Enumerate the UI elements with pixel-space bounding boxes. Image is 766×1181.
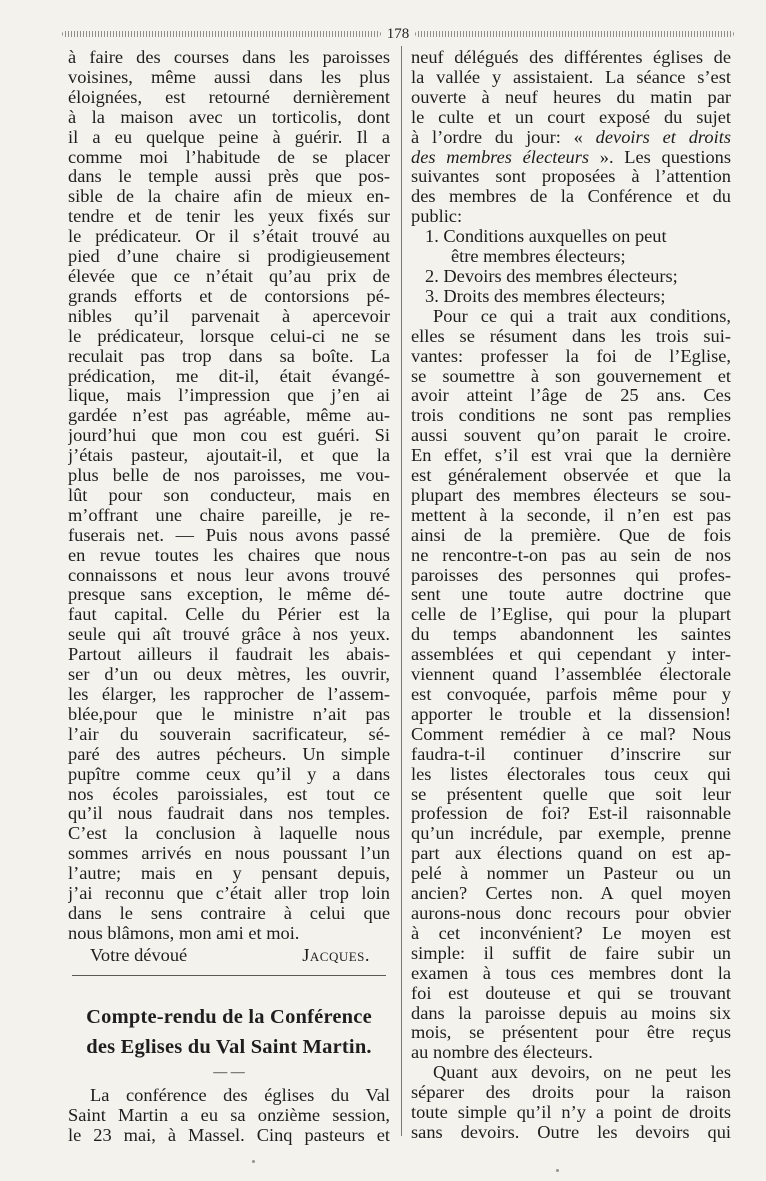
text-line: toute simple qu’il n’y a point de droits: [411, 1103, 731, 1123]
text-line: Quant aux devoirs, on ne peut les: [433, 1063, 731, 1083]
report-intro: [411, 48, 731, 128]
text-line: mois, se présentent pour être reçus: [411, 1023, 731, 1043]
text-line: dans la paroisse depuis au moins six: [411, 1003, 731, 1023]
text-line: apporter le trouble et la dissension!: [411, 704, 731, 724]
text-line: se présentent quelle que soit leur: [411, 784, 731, 804]
text-line: l’autre; mais en y pensant depuis,: [68, 864, 390, 884]
text-line: foi est douteuse et qui se trouvant: [411, 983, 731, 1003]
text-line: pied d’une chaire si prodigieusement: [68, 247, 390, 267]
text-line: comme moi l’habitude de se placer: [68, 147, 390, 167]
text-line: j’étais pasteur, ajoutait-il, et que la: [68, 446, 390, 466]
text-line: seule qui aît trouvé grâce à nos yeux.: [68, 625, 390, 645]
text-line: celle de l’Eglise, qui pour la plupart: [411, 605, 731, 625]
text-line: paré des autres pécheurs. Un simple: [68, 744, 390, 764]
text-line: sans devoirs. Outre les devoirs qui: [411, 1122, 731, 1142]
text-line: profession de foi? Est-il raisonnable: [411, 804, 731, 824]
questions-list: [411, 227, 731, 307]
text-line: qu’il nous faudrait dans nos temples.: [68, 804, 390, 824]
text-line: lique, mais l’impression que j’en ai: [68, 386, 390, 406]
text-line: trois conditions ne sont pas remplies: [411, 406, 731, 426]
text-line: éloignées, est retourné dernièrement: [68, 87, 390, 107]
text-line: public:: [411, 207, 463, 227]
left-column: [68, 48, 390, 1145]
text-line: pelé à nommer un Pasteur ou un: [411, 864, 731, 884]
section-title-line-2: des Eglises du Val Saint Martin.: [86, 1035, 372, 1058]
page-header: [62, 22, 734, 46]
text-line: le 23 mai, à Massel. Cinq pasteurs et: [68, 1125, 390, 1145]
text-line: au nombre des électeurs.: [411, 1043, 593, 1063]
text-line: l’air du souverain sacrificateur, sé-: [68, 724, 390, 744]
text-line: les listes électorales tous ceux qui: [411, 764, 731, 784]
print-speck: [556, 1169, 559, 1172]
agenda-line: à l’ordre du jour: « devoirs et droits: [411, 127, 731, 147]
text-line: fuserais net. — Puis nous avons passé: [68, 525, 390, 545]
text-line: sommes arrivés en nous poussant l’un: [68, 844, 390, 864]
text-line: Comment remédier à ce mal? Nous: [411, 724, 731, 744]
text-line: ser d’un ou deux mètres, les ouvrir,: [68, 665, 390, 685]
text-line: du temps abandonnent les saintes: [411, 625, 731, 645]
text-line: des membres de la Conférence et du: [411, 187, 731, 207]
section-title-line-1: Compte-rendu de la Conférence: [86, 1005, 372, 1028]
text-line: aussi souvent qu’on parait le croire.: [411, 426, 731, 446]
text-line: pupître comme ceux qu’il y a dans: [68, 764, 390, 784]
text-line: grands efforts et de contorsions pé-: [68, 286, 390, 306]
report-questions-intro: [411, 167, 731, 227]
text-line: ne rencontre-t-on pas au sein de nos: [411, 545, 731, 565]
text-line: blée,pour que le ministre n’ait pas: [68, 704, 390, 724]
ornamental-rule-left: [62, 31, 381, 37]
section-separator: — —: [213, 1064, 245, 1080]
text-line: presque sans exception, le même dé-: [68, 585, 390, 605]
text-line: connaissons et nous leur avons trouvé: [68, 565, 390, 585]
text-line: à faire des courses dans les paroisses: [68, 48, 390, 67]
letter-body: [68, 48, 390, 944]
text-line: avoir atteint l’âge de 25 ans. Ces: [411, 386, 731, 406]
text-line: dans le temple aussi près que pos-: [68, 167, 390, 187]
question-text: Devoirs des membres électeurs;: [443, 265, 678, 286]
text-line: ainsi de la première. Que de fois: [411, 525, 731, 545]
text-line: aurons-nous donc recours pour obvier: [411, 903, 731, 923]
text-line: assemblées et qui cependant y inter-: [411, 645, 731, 665]
text-line: le prédicateur. Or il s’était trouvé au: [68, 227, 390, 247]
question-text: Droits des membres électeurs;: [443, 285, 666, 306]
section-title: [68, 1002, 390, 1062]
question-number: 2.: [425, 265, 444, 286]
text-line: à cet inconvénient? Le moyen est: [411, 923, 731, 943]
agenda-line-2: des membres électeurs ». Les questions: [411, 147, 731, 167]
question-text: Conditions auxquelles on peut: [443, 226, 667, 247]
page-number: 178: [386, 25, 410, 42]
print-speck: [252, 1160, 255, 1163]
text-line: élevée que ce n’était qu’au prix de: [68, 266, 390, 286]
text-line: En effet, s’il est vrai que la dernière: [411, 446, 731, 466]
text-line: plupart des membres électeurs se sou-: [411, 485, 731, 505]
text-line: simple: il suffit de faire subir un: [411, 943, 731, 963]
text-line: mettent à la seconde, il n’en est pas: [411, 505, 731, 525]
text-line: sible de la chaire afin de mieux en-: [68, 187, 390, 207]
column-divider: [401, 46, 402, 1136]
text-line: plus belle de nos paroisses, me vou-: [68, 466, 390, 486]
text-line: qu’un incrédule, par exemple, prenne: [411, 824, 731, 844]
text-line: tendre et de tenir les yeux fixés sur: [68, 207, 390, 227]
text-line: C’est la conclusion à laquelle nous: [68, 824, 390, 844]
right-column: [411, 48, 731, 1143]
text-line: sent une toute autre doctrine que: [411, 585, 731, 605]
text-line: nous blâmons, mon ami et moi.: [68, 923, 300, 943]
text-line: lût pour son conducteur, mais en: [68, 485, 390, 505]
text-line: viennent quand l’assemblée électorale: [411, 665, 731, 685]
text-line: il a eu quelque peine à guérir. Il a: [68, 127, 390, 147]
text-line: gardée n’est pas agréable, même au-: [68, 406, 390, 426]
report-body: [68, 1086, 390, 1146]
text-line: prédication, me dit-il, était évangé-: [68, 366, 390, 386]
text-line: j’ai reconnu que c’était aller trop loin: [68, 884, 390, 904]
question-item: [411, 287, 731, 307]
question-continuation: être membres électeurs;: [451, 246, 626, 267]
text-line: faut capital. Celle du Périer est la: [68, 605, 390, 625]
text-line: nos écoles paroissiales, est tout ce: [68, 784, 390, 804]
text-line: le culte et un court exposé du sujet: [411, 107, 731, 127]
text-line: voisines, même aussi dans les plus: [68, 67, 390, 87]
text-line: suivantes sont proposées à l’attention: [411, 167, 731, 187]
text-line: examen à tous ces membres dont la: [411, 963, 731, 983]
text-line: est convoquée, parfois même pour y: [411, 685, 731, 704]
signature-name: Jacques.: [302, 944, 370, 965]
text-line: est généralement observée et que la: [411, 466, 731, 486]
question-item: [411, 227, 731, 247]
text-line: ouverte à neuf heures du matin par: [411, 87, 731, 107]
text-line: le prédicateur, lorsque celui-ci ne se: [68, 326, 390, 346]
question-number: 3.: [425, 285, 444, 306]
text-line: neuf délégués des différentes églises de: [411, 48, 731, 67]
text-line: séparer des droits pour la raison: [411, 1083, 731, 1103]
text-line: les élarger, les rapprocher de l’assem-: [68, 685, 390, 704]
text-line: elles se résument dans les trois sui-: [411, 326, 731, 346]
text-line: reculait pas trop dans sa boîte. La: [68, 346, 390, 366]
text-line: paroisses des personnes qui profes-: [411, 565, 731, 585]
text-line: jourd’hui que mon cou est guéri. Si: [68, 426, 390, 446]
text-line: ancien? Certes non. A quel moyen: [411, 884, 731, 904]
text-line: à la maison avec un torticolis, dont: [68, 107, 390, 127]
text-line: vantes: professer la foi de l’Eglise,: [411, 346, 731, 366]
text-line: Pour ce qui a trait aux conditions,: [433, 306, 731, 326]
question-number: 1.: [425, 226, 444, 247]
closing-text: Votre dévoué: [90, 944, 188, 965]
text-line: en revue toutes les chaires que nous: [68, 545, 390, 565]
ornamental-rule-right: [415, 31, 734, 37]
text-line: nibles qu’il parvenait à apercevoir: [68, 306, 390, 326]
letter-signature: [68, 944, 390, 966]
report-body-continued: [411, 307, 731, 1143]
text-line: la vallée y assistaient. La séance s’est: [411, 67, 731, 87]
text-line: faudra-t-il continuer d’inscrire sur: [411, 744, 731, 764]
text-line: part aux élections quand on est ap-: [411, 844, 731, 864]
text-line: Partout ailleurs il faudrait les abais-: [68, 645, 390, 665]
text-line: La conférence des églises du Val: [90, 1085, 390, 1105]
text-line: m’offrant une chaire pareille, je re-: [68, 505, 390, 525]
question-item: [411, 267, 731, 287]
section-rule: [72, 975, 386, 976]
text-line: dans le sens contraire à celui que: [68, 903, 390, 923]
text-line: Saint Martin a eu sa onzième session,: [68, 1105, 390, 1125]
text-line: se soumettre à son gouvernement et: [411, 366, 731, 386]
